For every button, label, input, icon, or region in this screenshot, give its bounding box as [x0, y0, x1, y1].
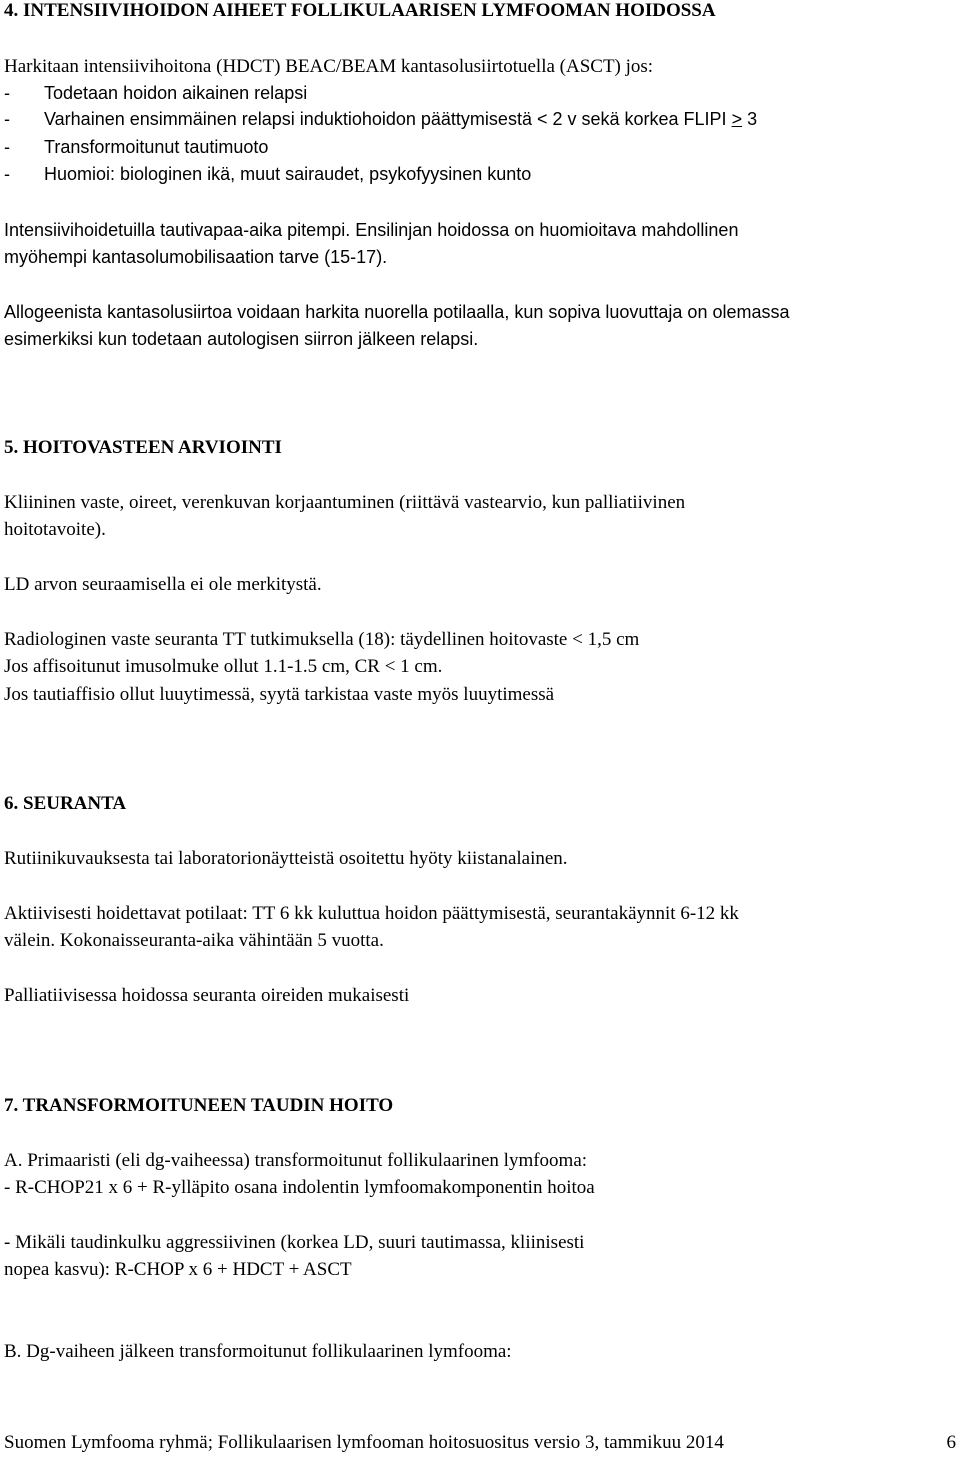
paragraph-line: Palliatiivisessa hoidossa seuranta oireiden mukaisesti: [4, 985, 410, 1006]
paragraph-line: Radiologinen vaste seuranta TT tutkimuksella (18): täydellinen hoitovaste < 1,5 cm: [4, 629, 640, 650]
bullet-dash: -: [4, 164, 10, 184]
list-item: [4, 163, 531, 185]
list-item: [4, 136, 268, 158]
paragraph-line: - Mikäli taudinkulku aggressiivinen (korkea LD, suuri tautimassa, kliinisesti: [4, 1232, 585, 1253]
paragraph-line: Rutiinikuvauksesta tai laboratorionäytteistä osoitettu hyöty kiistanalainen.: [4, 848, 568, 869]
paragraph-line: LD arvon seuraamisella ei ole merkitystä.: [4, 574, 322, 595]
footer-text: Suomen Lymfooma ryhmä; Follikulaarisen lymfooman hoitosuositus versio 3, tammikuu 2014: [4, 1432, 724, 1453]
paragraph-line: hoitotavoite).: [4, 519, 106, 540]
bullet-dash: -: [4, 137, 10, 157]
bullet-dash: -: [4, 83, 10, 103]
section5-heading: 5. HOITOVASTEEN ARVIOINTI: [4, 437, 282, 458]
paragraph-line: Kliininen vaste, oireet, verenkuvan korjaantuminen (riittävä vastearvio, kun palliatiivinen: [4, 492, 686, 513]
paragraph-line: B. Dg-vaiheen jälkeen transformoitunut follikulaarinen lymfooma:: [4, 1341, 512, 1362]
list-item: [4, 82, 307, 104]
paragraph-line: Aktiivisesti hoidettavat potilaat: TT 6 kk kuluttua hoidon päättymisestä, seurantakäynnit 6-12 kk: [4, 903, 739, 924]
page-number: 6: [946, 1432, 956, 1453]
paragraph-line: Jos affisoitunut imusolmuke ollut 1.1-1.5 cm, CR < 1 cm.: [4, 656, 443, 677]
list-item-text: Varhainen ensimmäinen relapsi induktiohoidon päättymisestä < 2 v sekä korkea FLIPI: [44, 109, 727, 129]
section7-heading: 7. TRANSFORMOITUNEEN TAUDIN HOITO: [4, 1095, 394, 1116]
paragraph-line: esimerkiksi kun todetaan autologisen siirron jälkeen relapsi.: [4, 329, 479, 349]
paragraph-line: - R-CHOP21 x 6 + R-ylläpito osana indolentin lymfoomakomponentin hoitoa: [4, 1177, 595, 1198]
section6-heading: 6. SEURANTA: [4, 793, 127, 814]
paragraph-line: Intensiivihoidetuilla tautivapaa-aika pitempi. Ensilinjan hoidossa on huomioitava mahdollinen: [4, 220, 739, 240]
list-item-text: Huomioi: biologinen ikä, muut sairaudet, psykofyysinen kunto: [44, 164, 532, 184]
greater-or-equal-symbol: >: [731, 109, 743, 129]
section4-heading: 4. INTENSIIVIHOIDON AIHEET FOLLIKULAARISEN LYMFOOMAN HOIDOSSA: [4, 0, 716, 21]
paragraph-line: nopea kasvu): R-CHOP x 6 + HDCT + ASCT: [4, 1259, 352, 1280]
paragraph-line: myöhempi kantasolumobilisaation tarve (15-17).: [4, 247, 388, 267]
list-item: [4, 108, 757, 130]
list-item-text: Transformoitunut tautimuoto: [44, 137, 269, 157]
paragraph-line: A. Primaaristi (eli dg-vaiheessa) transformoitunut follikulaarinen lymfooma:: [4, 1150, 588, 1171]
list-item-text: Todetaan hoidon aikainen relapsi: [44, 83, 308, 103]
flipi-value: 3: [747, 109, 758, 129]
paragraph-line: Jos tautiaffisio ollut luuytimessä, syytä tarkistaa vaste myös luuytimessä: [4, 684, 555, 705]
paragraph-line: Allogeenista kantasolusiirtoa voidaan harkita nuorella potilaalla, kun sopiva luovuttaja on olemassa: [4, 302, 790, 322]
bullet-dash: -: [4, 109, 10, 129]
paragraph-line: välein. Kokonaisseuranta-aika vähintään 5 vuotta.: [4, 930, 384, 951]
section4-intro: Harkitaan intensiivihoitona (HDCT) BEAC/BEAM kantasolusiirtotuella (ASCT) jos:: [4, 56, 654, 77]
